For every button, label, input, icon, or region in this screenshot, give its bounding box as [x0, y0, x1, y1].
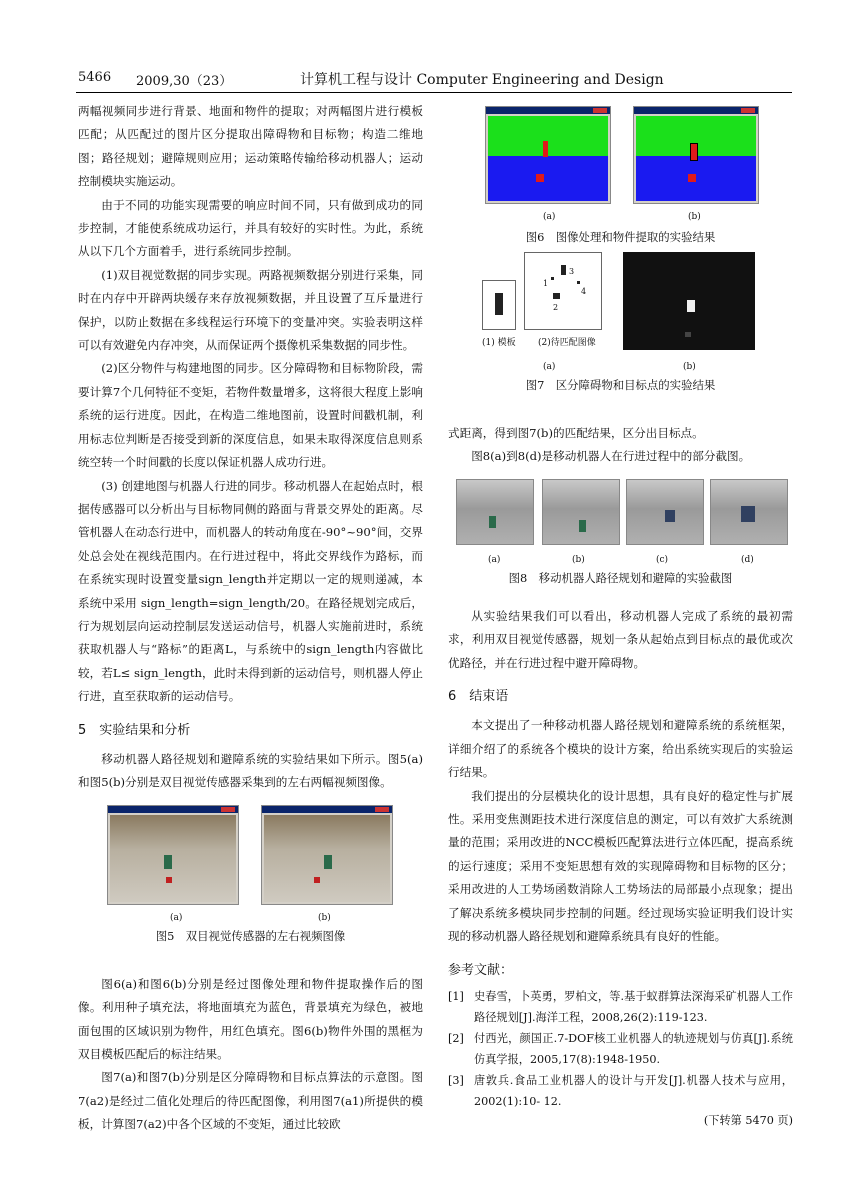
- screenshot-d: [710, 479, 788, 545]
- region-number: 3: [569, 267, 575, 276]
- reference-text: 付西光，颜国正.7-DOF核工业机器人的轨迹规划与仿真[J].系统仿真学报，2005,17(8):1948-1950.: [474, 1031, 793, 1066]
- video-frame: [264, 815, 390, 902]
- paragraph: 图7(a)和图7(b)分别是区分障碍物和目标点算法的示意图。图7(a2)是经过二值化处理后的待匹配图像，利用图7(a1)所提供的模板，计算图7(a2)中各个区域的不变矩，通过比较欧: [78, 1070, 423, 1132]
- robot-figure: [741, 506, 755, 522]
- object-red: [688, 174, 696, 182]
- window-titlebar: [634, 107, 758, 114]
- subfigure-label: (1) 模板: [482, 338, 516, 348]
- paragraph: 图8(a)到8(d)是移动机器人在行进过程中的部分截图。: [471, 449, 751, 464]
- region-shape: [577, 281, 580, 284]
- matched-target: [687, 300, 695, 312]
- header-rule: [76, 92, 792, 93]
- reference-item: [448, 986, 793, 1028]
- subfigure-label: (b): [683, 362, 696, 372]
- window-titlebar: [262, 806, 392, 813]
- paragraph: (3) 创建地图与机器人行进的同步。移动机器人在起始点时，根据传感器可以分析出与目标物同侧的路面与背景交界处的距离。尽管机器人在动态行进中，而机器人的转动角度在-90°~90°间，交界处总会处在视线范围内。在行进过程中，将此交界线作为路标，而在系统实现时设置变量sign_length并定期以一定的规则递减，本系统中采用 sign_length=sign_length/20。在路径规划完成后，行为规划层向运动控制层发送运动信号，机器人实施前进时，系统获取机器人与“路标”的距离L，与系统中的sign_length内容做比较，若L≤ sign_length，此时未得到新的运动信号，则机器人停止行进，直至获取新的运动信号。: [78, 478, 423, 704]
- figure-caption: 图7 区分障碍物和目标点的实验结果: [525, 378, 716, 392]
- paragraph: 由于不同的功能实现需要的响应时间不同，只有做到成功的同步控制，才能使系统成功运行，并具有较好的实时性。为此，系统从以下几个方面着手，进行系统同步控制。: [78, 197, 423, 259]
- screenshot-b: [542, 479, 620, 545]
- subfigure-label: (b): [572, 554, 585, 565]
- paragraph: 本文提出了一种移动机器人路径规划和避障系统的系统框架，详细介绍了的系统各个模块的设计方案，给出系统实现后的实验运行结果。: [448, 718, 793, 780]
- video-window-left: [107, 805, 239, 905]
- video-frame: [110, 815, 236, 902]
- issue-info: 2009,30（23）: [136, 74, 233, 89]
- processed-window-left: [485, 106, 611, 204]
- region-number: 1: [543, 279, 549, 288]
- region-shape: [551, 277, 554, 280]
- figure-caption: 图8 移动机器人路径规划和避障的实验截图: [508, 570, 733, 585]
- robot-figure: [579, 520, 586, 532]
- region-number: 2: [553, 303, 559, 312]
- window-titlebar: [108, 806, 238, 813]
- subfigure-label: (a): [170, 912, 183, 923]
- paragraph: 移动机器人路径规划和避障系统的实验结果如下所示。图5(a)和图5(b)分别是双目视觉传感器采集到的左右两幅视频图像。: [78, 751, 423, 790]
- figure-6: [448, 100, 793, 252]
- video-window-right: [261, 805, 393, 905]
- segmented-image: [488, 116, 608, 201]
- subfigure-label: (a): [543, 362, 556, 372]
- page-number: 5466: [78, 70, 112, 85]
- subfigure-label: (2)待匹配图像: [538, 338, 596, 348]
- robot-figure: [489, 516, 496, 528]
- paragraph: 我们提出的分层模块化的设计思想，具有良好的稳定性与扩展性。采用变焦测距技术进行深度信息的测定，可以有效扩大系统测量的范围；采用改进的NCC模板匹配算法进行立体匹配，提高系统的运行速度；采用不变矩思想有效的实现障碍物和目标物的区分；采用改进的人工势场函数消除人工势场法的局部最小点现象；提出了解决系统多模块同步控制的问题。经过现场实验证明我们设计实现的移动机器人路径规划和避障系统具有良好的性能。: [448, 788, 793, 944]
- paragraph: (1)双目视觉数据的同步实现。两路视频数据分别进行采集，同时在内存中开辟两块缓存来存放视频数据，并且设置了互斥量进行保护，以防止数据在多线程运行环境下的变量冲突。实验表明这样可以有效避免内存冲突，从而保证两个摄像机采集数据的同步性。: [78, 267, 423, 353]
- reference-list: [448, 986, 793, 1112]
- reference-number: [1]: [448, 989, 464, 1003]
- floor-region: [636, 156, 756, 201]
- window-buttons: [375, 807, 389, 812]
- match-image-box: [524, 252, 602, 330]
- figure-caption: 图5 双目视觉传感器的左右视频图像: [155, 928, 346, 943]
- section-heading: 5 实验结果和分析: [78, 722, 191, 738]
- region-number: 4: [581, 287, 587, 296]
- window-titlebar: [486, 107, 610, 114]
- figure-8: [448, 469, 793, 605]
- subfigure-label: (d): [741, 554, 754, 565]
- match-result-image: [623, 252, 755, 350]
- red-block: [166, 877, 172, 883]
- reference-text: 唐敦兵.食品工业机器人的设计与开发[J].机器人技术与应用，2002(1):10- 12.: [474, 1073, 793, 1108]
- page-header: [78, 66, 790, 90]
- figure-5: [78, 795, 423, 973]
- window-buttons: [593, 108, 607, 113]
- red-block: [314, 877, 320, 883]
- obstacle-point: [685, 332, 691, 337]
- robot-figure: [324, 855, 332, 869]
- robot-figure: [665, 510, 675, 522]
- object-red: [536, 174, 544, 182]
- screenshot-c: [626, 479, 704, 545]
- object-red: [691, 144, 697, 160]
- paragraph: (2)区分物件与构建地图的同步。区分障碍物和目标物阶段，需要计算7个几何特征不变矩，若物件数量增多，这将很大程度上影响系统的运行进度。因此，在构造二维地图前，设置时间戳机制，利用标志位判断是否接受到新的深度信息，如果未取得深度信息则系统空转一个时间戳的长度以保证机器人成功行进。: [78, 361, 423, 470]
- region-shape: [553, 293, 560, 299]
- paragraph: 从实验结果我们可以看出，移动机器人完成了系统的最初需求，利用双目视觉传感器，规划一条从起始点到目标点的最优或次优路径，并在行进过程中避开障碍物。: [448, 608, 793, 670]
- figure-caption: 图6 图像处理和物件提取的实验结果: [525, 230, 716, 244]
- segmented-image: [636, 116, 756, 201]
- subfigure-label: (b): [688, 212, 701, 222]
- template-shape: [495, 293, 503, 315]
- template-box: [482, 280, 516, 330]
- reference-item: [448, 1028, 793, 1070]
- subfigure-label: (b): [318, 912, 331, 923]
- window-buttons: [221, 807, 235, 812]
- reference-number: [2]: [448, 1031, 464, 1045]
- paragraph: 式距离，得到图7(b)的匹配结果，区分出目标点。: [448, 426, 704, 440]
- figure-7: [448, 252, 793, 422]
- reference-number: [3]: [448, 1073, 464, 1087]
- reference-text: 史春雪，卜英勇，罗柏文，等.基于蚁群算法深海采矿机器人工作路径规划[J].海洋工程，2008,26(2):119-123.: [474, 989, 793, 1024]
- subfigure-label: (c): [656, 554, 669, 565]
- subfigure-label: (a): [488, 554, 501, 565]
- right-column: [448, 100, 793, 1130]
- subfigure-label: (a): [543, 212, 556, 222]
- processed-window-right: [633, 106, 759, 204]
- reference-item: [448, 1070, 793, 1112]
- window-buttons: [741, 108, 755, 113]
- floor-region: [488, 156, 608, 201]
- object-red: [543, 141, 548, 157]
- paragraph: 两幅视频同步进行背景、地面和物件的提取；对两幅图片进行模板匹配；从匹配过的图片区分提取出障碍物和目标物；构造二维地图；路径规划；避障规则应用；运动策略传输给移动机器人；运动控制模块实施运动。: [78, 104, 423, 189]
- paragraph: 图6(a)和图6(b)分别是经过图像处理和物件提取操作后的图像。利用种子填充法，将地面填充为蓝色，背景填充为绿色，被地面包围的区域识别为物件，用红色填充。图6(b)物件外围的黑框为双目模板匹配后的标注结果。: [78, 976, 423, 1061]
- screenshot-a: [456, 479, 534, 545]
- region-shape: [561, 265, 566, 275]
- left-column: [78, 100, 423, 1137]
- continued-note: (下转第 5470 页): [703, 1113, 793, 1127]
- section-heading: 6 结束语: [448, 689, 509, 705]
- journal-title: 计算机工程与设计 Computer Engineering and Design: [300, 72, 664, 88]
- references-heading: 参考文献：: [448, 962, 514, 978]
- robot-figure: [164, 855, 172, 869]
